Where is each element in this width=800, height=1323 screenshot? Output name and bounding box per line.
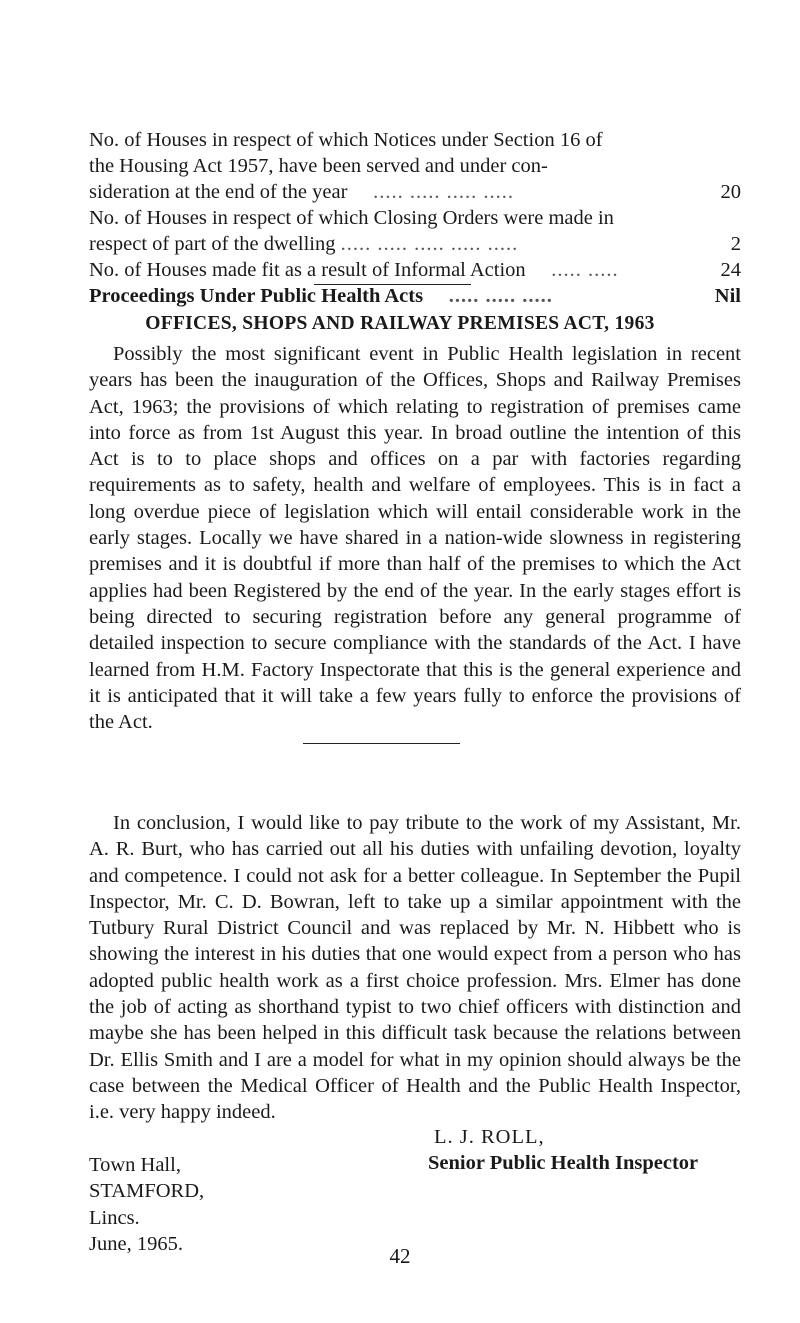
- signature-name: L. J. ROLL,: [434, 1126, 545, 1148]
- stat-notices-section-16: [89, 127, 741, 205]
- leader-dots: ..... .....: [551, 259, 619, 281]
- page-number: 42: [389, 1244, 411, 1268]
- stat-value: 20: [720, 181, 741, 203]
- stat-label: Proceedings Under Public Health Acts: [89, 285, 424, 307]
- stat-closing-orders: [89, 205, 741, 257]
- paragraph-conclusion: In conclusion, I would like to pay tribute to the work of my Assistant, Mr. A. R. Burt, who has carried out all his duties with unfailing devotion, loyalty and competence. I could not ask for a better colleague. In September the Pupil Inspector, Mr. C. D. Bowran, left to take up a similar appointment with the Tutbury Rural District Council and was replaced by Mr. N. Hibbett who is showing the interest in his duties that one would expect from a person who has adopted public health work as a first choice profession. Mrs. Elmer has done the job of acting as shorthand typist to two chief officers with distinction and maybe she has been helped in this difficult task because the relations between Dr. Ellis Smith and I are a model for what in my opinion should always be the case between the Medical Officer of Health and the Public Health Inspector, i.e. very happy indeed.: [89, 812, 741, 1124]
- stat-line: [89, 231, 741, 257]
- leader-dots: ..... ..... ..... .....: [373, 181, 514, 203]
- divider: [303, 743, 460, 744]
- leader-dots: ..... ..... .....: [448, 285, 553, 307]
- address-line: Town Hall,: [89, 1154, 181, 1176]
- address-block: [89, 1152, 204, 1257]
- stat-value: Nil: [714, 285, 741, 307]
- stat-proceedings: [89, 283, 741, 309]
- stat-value: 24: [720, 259, 741, 281]
- stat-line: [89, 283, 741, 309]
- housing-statistics: [89, 127, 741, 309]
- stat-label: No. of Houses made fit as a result of Informal Action: [89, 259, 526, 281]
- stat-informal-action: [89, 257, 741, 283]
- divider: [314, 284, 471, 285]
- stat-label-end: sideration at the end of the year: [89, 181, 348, 203]
- stat-line: No. of Houses in respect of which Closing Orders were made in: [89, 207, 614, 229]
- paragraph-offices-act: Possibly the most significant event in Public Health legislation in recent years has been the inauguration of the Offices, Shops and Railway Premises Act, 1963; the provisions of which relating to registration of premises came into force as from 1st August this year. In broad outline the intention of this Act is to to place shops and offices on a par with factories regarding requirements as to safety, health and welfare of employees. This is in fact a long overdue piece of legislation which will entail considerable work in the early stages. Locally we have shared in a nation-wide slowness in registering premises and it is doubtful if more than half of the premises to which the Act applies had been Registered by the end of the year. In the early stages effort is being directed to securing registration before any general programme of detailed inspection to secure compliance with the standards of the Act. I have learned from H.M. Factory Inspectorate that this is the general experience and it is anticipated that it will take a few years fully to enforce the provisions of the Act.: [89, 343, 741, 734]
- stat-line: [89, 179, 741, 205]
- address-date: June, 1965.: [89, 1232, 183, 1255]
- signature-title: Senior Public Health Inspector: [428, 1152, 699, 1174]
- address-line: STAMFORD,: [89, 1180, 205, 1203]
- stat-line: No. of Houses in respect of which Notices under Section 16 of: [89, 129, 603, 151]
- leader-dots: ..... ..... ..... ..... .....: [340, 233, 519, 255]
- stat-line: the Housing Act 1957, have been served and under con-: [89, 155, 548, 177]
- stat-label-end: respect of part of the dwelling: [89, 233, 336, 255]
- section-heading: OFFICES, SHOPS AND RAILWAY PREMISES ACT, 1963: [145, 313, 655, 334]
- address-line: Lincs.: [89, 1206, 140, 1229]
- stat-value: 2: [730, 233, 741, 255]
- stat-line: [89, 257, 741, 283]
